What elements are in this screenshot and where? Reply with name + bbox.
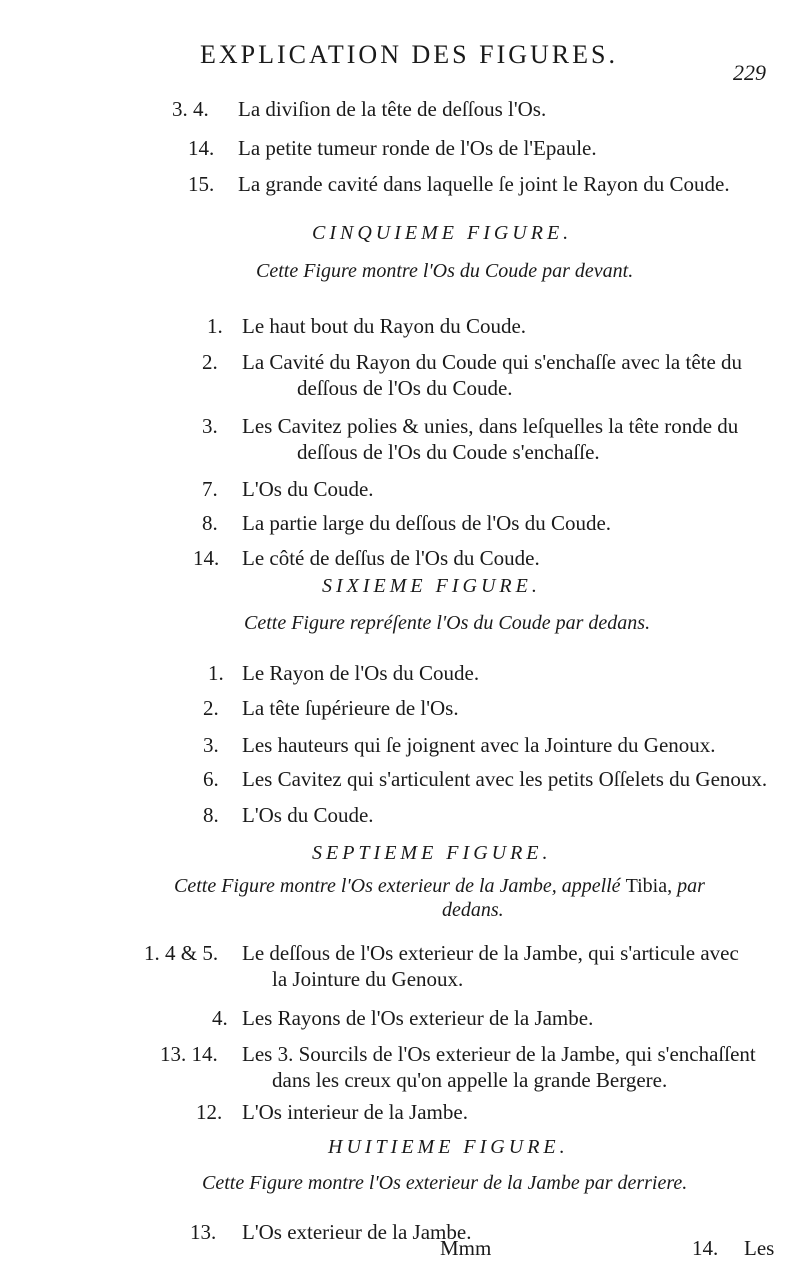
item-text-continued: dans les creux qu'on appelle la grande Bergere.: [272, 1068, 668, 1092]
item-number: 12.: [196, 1100, 223, 1124]
caption-text-end: par: [677, 875, 705, 897]
item-number: 6.: [203, 767, 219, 791]
item-number: 13.: [190, 1220, 217, 1244]
item-text: La Cavité du Rayon du Coude qui s'enchaſſe avec la tête du: [242, 350, 743, 374]
section-caption: [174, 875, 705, 898]
item-text: La diviſion de la tête de deſſous l'Os.: [238, 97, 547, 121]
item-number: 13. 14.: [160, 1042, 218, 1066]
item-text: La partie large du deſſous de l'Os du Coude.: [242, 511, 612, 535]
item-text: Les Cavitez polies & unies, dans leſquelles la tête ronde du: [242, 414, 739, 438]
item-text: L'Os interieur de la Jambe.: [242, 1100, 468, 1124]
item-number: 1. 4 & 5.: [144, 941, 219, 965]
item-number: 7.: [202, 477, 218, 501]
item-text: L'Os du Coude.: [242, 477, 374, 501]
item-number: 3.: [203, 733, 219, 757]
item-number: 2.: [203, 696, 219, 720]
item-number: 3. 4.: [172, 97, 209, 121]
item-number: 8.: [203, 803, 219, 827]
item-text: La grande cavité dans laquelle ſe joint le Rayon du Coude.: [238, 172, 730, 196]
page-number: 229: [733, 60, 766, 85]
catchword-number: 14.: [692, 1236, 719, 1260]
item-number: 4.: [212, 1006, 228, 1030]
section-title: CINQUIEME FIGURE.: [312, 222, 573, 244]
item-text-continued: deſſous de l'Os du Coude s'enchaſſe.: [297, 440, 600, 464]
item-number: 14.: [188, 136, 215, 160]
item-text: Le Rayon de l'Os du Coude.: [242, 661, 480, 685]
section-caption: Cette Figure montre l'Os du Coude par devant.: [256, 260, 634, 282]
item-text: Le côté de deſſus de l'Os du Coude.: [242, 546, 540, 570]
section-title: SIXIEME FIGURE.: [322, 575, 541, 597]
section-caption-continued: dedans.: [442, 899, 504, 921]
item-text: Les Cavitez qui s'articulent avec les petits Oſſelets du Genoux.: [242, 767, 768, 791]
item-number: 14.: [193, 546, 220, 570]
page-header-title: EXPLICATION DES FIGURES.: [200, 40, 618, 69]
signature-mark: Mmm: [440, 1236, 492, 1260]
item-text: Le haut bout du Rayon du Coude.: [242, 314, 527, 338]
item-number: 1.: [207, 314, 223, 338]
item-number: 15.: [188, 172, 215, 196]
item-text: Le deſſous de l'Os exterieur de la Jambe, qui s'articule avec: [242, 941, 739, 965]
caption-upright-term: Tibia,: [625, 875, 673, 897]
section-caption: Cette Figure montre l'Os exterieur de la Jambe par derriere.: [202, 1172, 688, 1194]
section-title: SEPTIEME FIGURE.: [312, 842, 552, 864]
section-title: HUITIEME FIGURE.: [328, 1136, 569, 1158]
item-text: L'Os exterieur de la Jambe.: [242, 1220, 472, 1244]
section-caption: Cette Figure repréſente l'Os du Coude par dedans.: [244, 612, 651, 634]
item-text-continued: la Jointure du Genoux.: [272, 967, 464, 991]
item-text: Les 3. Sourcils de l'Os exterieur de la Jambe, qui s'enchaſſent: [242, 1042, 756, 1066]
item-number: 8.: [202, 511, 218, 535]
item-text: La tête ſupérieure de l'Os.: [242, 696, 459, 720]
item-number: 1.: [208, 661, 224, 685]
item-number: 3.: [202, 414, 218, 438]
item-text: Les Rayons de l'Os exterieur de la Jambe.: [242, 1006, 594, 1030]
item-text: L'Os du Coude.: [242, 803, 374, 827]
item-text: Les hauteurs qui ſe joignent avec la Jointure du Genoux.: [242, 733, 716, 757]
item-number: 2.: [202, 350, 218, 374]
catchword: Les: [744, 1236, 775, 1260]
item-text-continued: deſſous de l'Os du Coude.: [297, 376, 513, 400]
item-text: La petite tumeur ronde de l'Os de l'Epaule.: [238, 136, 597, 160]
caption-text: Cette Figure montre l'Os exterieur de la Jambe, appellé: [174, 875, 621, 897]
